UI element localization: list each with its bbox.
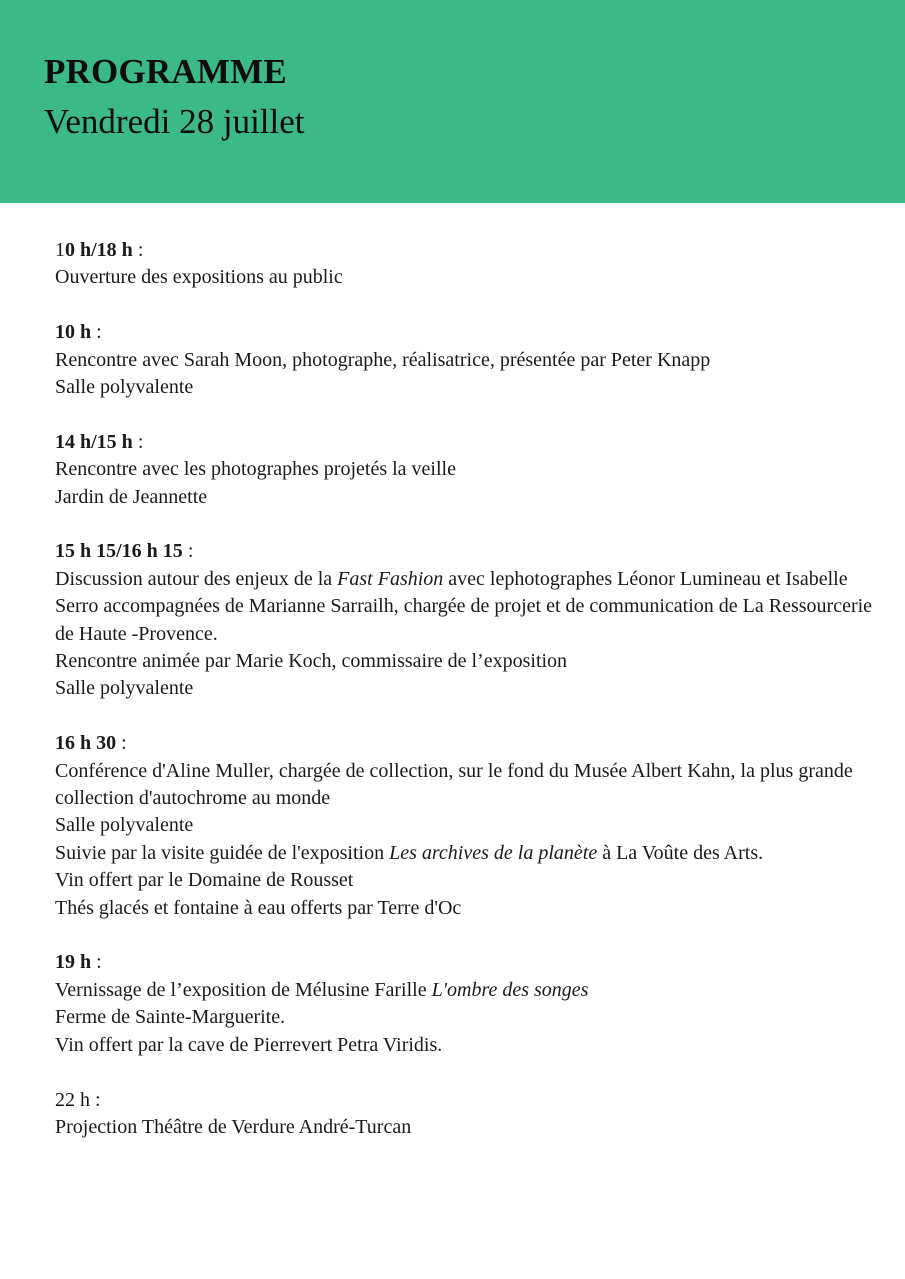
entry-sponsor: Vin offert par la cave de Pierrevert Petra Viridis.	[55, 1033, 443, 1056]
entry-time: 10 h/18 h :	[55, 239, 144, 261]
programme-entry	[55, 237, 875, 292]
entry-description: Discussion autour des enjeux de la Fast Fashion avec lephotographes Léonor Lumineau et Isabelle Serro accompagnées de Marianne Sarrailh, chargée de projet et de communication de La Ressourcerie de Haute -Provence.	[55, 567, 873, 645]
entry-time: 15 h 15/16 h 15 :	[55, 540, 194, 563]
programme-entry	[55, 1087, 875, 1142]
entry-moderator: Rencontre animée par Marie Koch, commissaire de l’exposition	[55, 650, 568, 673]
entry-visit: Suivie par la visite guidée de l'exposition Les archives de la planète à La Voûte des Arts.	[55, 841, 764, 864]
entry-location: Salle polyvalente	[55, 376, 194, 399]
page-title: PROGRAMME	[44, 52, 287, 91]
programme-list	[55, 237, 875, 1169]
entry-location: Salle polyvalente	[55, 814, 194, 837]
entry-sponsor: Vin offert par le Domaine de Rousset	[55, 869, 354, 892]
entry-sponsor: Thés glacés et fontaine à eau offerts par Terre d'Oc	[55, 896, 462, 919]
entry-time: 19 h :	[55, 951, 102, 974]
programme-entry	[55, 429, 875, 511]
entry-description: Ouverture des expositions au public	[55, 266, 343, 289]
entry-description: Conférence d'Aline Muller, chargée de collection, sur le fond du Musée Albert Kahn, la plus grande collection d'autochrome au monde	[55, 759, 853, 810]
entry-time: 16 h 30 :	[55, 732, 127, 755]
programme-entry	[55, 730, 875, 922]
programme-entry	[55, 319, 875, 401]
entry-description: Vernissage de l’exposition de Mélusine Farille L'ombre des songes	[55, 978, 589, 1001]
programme-entry	[55, 538, 875, 702]
entry-time: 22 h :	[55, 1088, 101, 1111]
entry-description: Projection Théâtre de Verdure André-Turcan	[55, 1115, 412, 1138]
entry-location: Jardin de Jeannette	[55, 485, 208, 508]
page-subtitle-date: Vendredi 28 juillet	[44, 102, 305, 141]
entry-time: 14 h/15 h :	[55, 430, 144, 453]
entry-description: Rencontre avec Sarah Moon, photographe, réalisatrice, présentée par Peter Knapp	[55, 348, 711, 371]
entry-description: Rencontre avec les photographes projetés la veille	[55, 458, 456, 481]
entry-time: 10 h :	[55, 321, 102, 344]
header-banner	[0, 0, 905, 203]
entry-location: Ferme de Sainte-Marguerite.	[55, 1006, 286, 1029]
programme-entry	[55, 949, 875, 1059]
entry-location: Salle polyvalente	[55, 677, 194, 700]
